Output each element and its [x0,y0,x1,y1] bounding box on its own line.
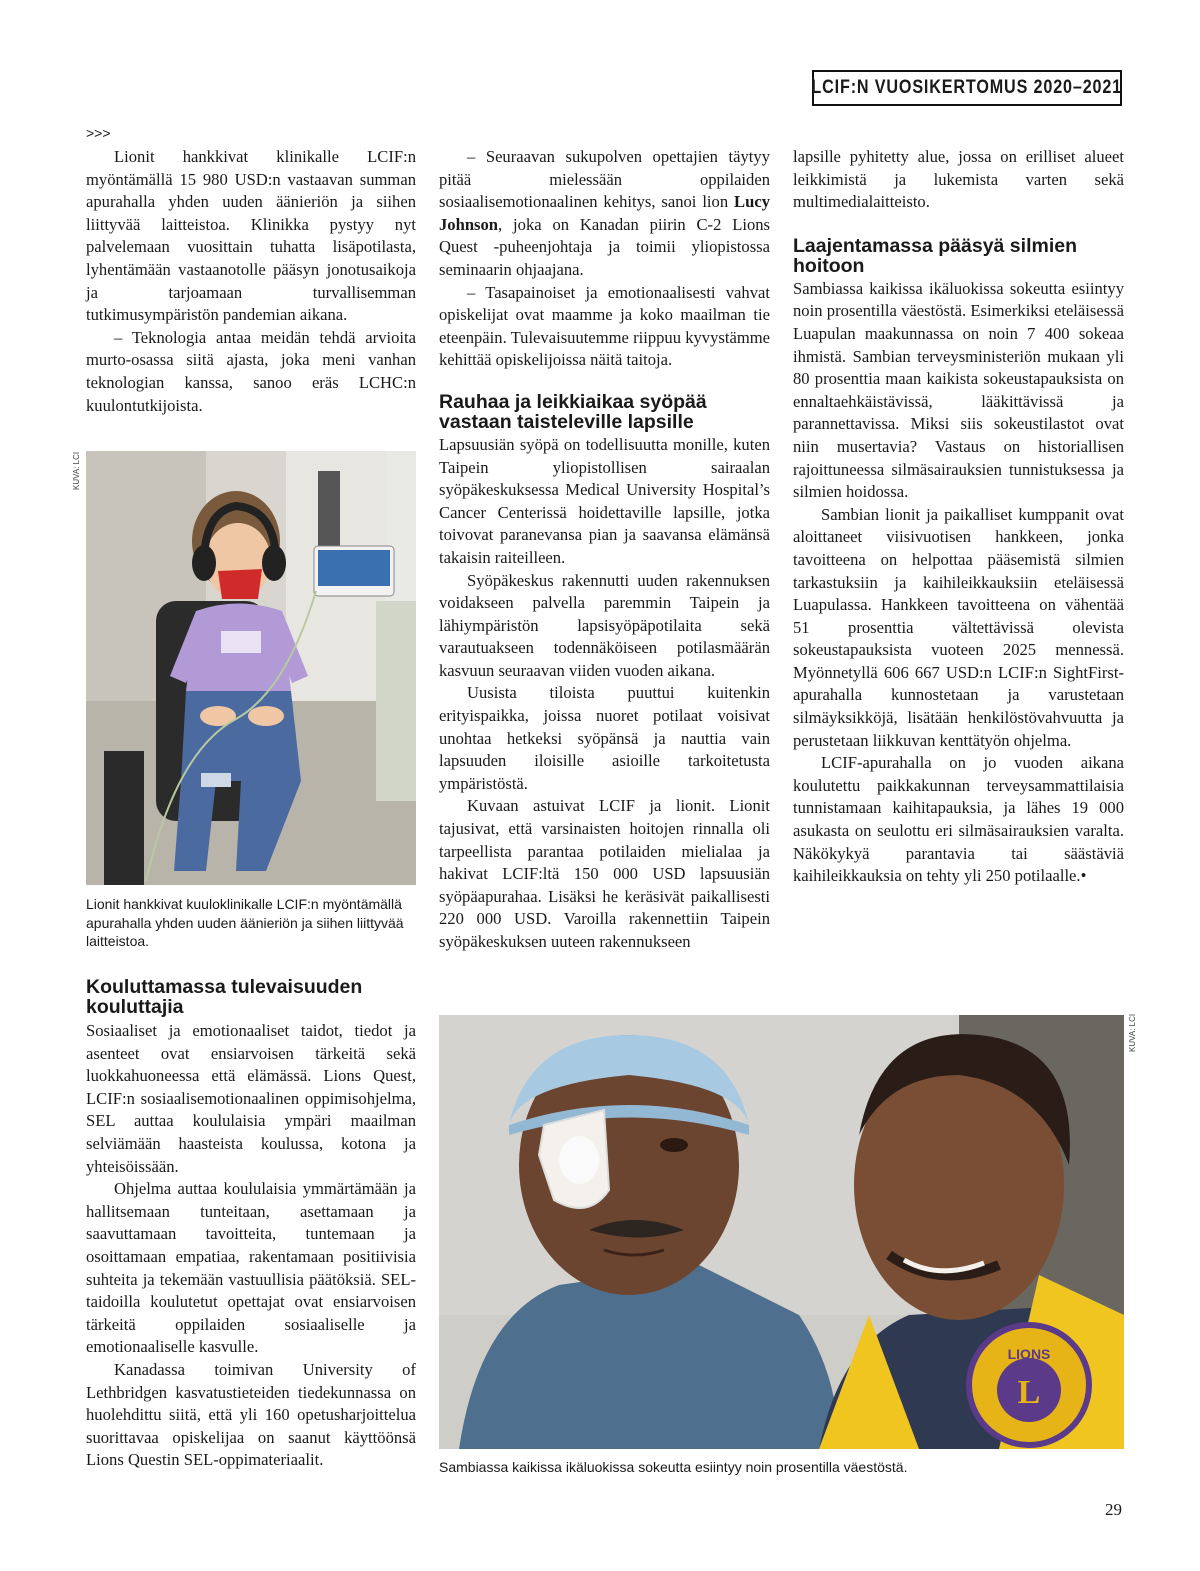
col2-paragraph: Lapsuusiän syöpä on todellisuutta monille, kuten Taipein yliopistollisen sairaalan syöpäkeskuksessa Medical University Hospital’s Cancer Centerissä hoidettaville lapsille, jotka toivovat paranevansa pian ja saavansa elämänsä takaisin raiteilleen. [439,434,770,567]
col2-text [439,146,770,954]
section-heading: Laajentamassa pääsyä silmien hoitoon [793,234,1077,277]
col1-paragraph: Kanadassa toimivan University of Lethbridgen kasvatustieteiden tiedekunnassa on huolehdittu siitä, että yli 160 opetusharjoittelua suorittavaa opiskelijaa on saanut käyttöönsä Lions Questin SEL-oppimateriaalit. [86,1359,416,1470]
col1-paragraph: Lionit hankkivat klinikalle LCIF:n myöntämällä 15 980 USD:n vastaavan summan apurahalla yhden uuden äänieriön ja siihen liittyvää laitteistoa. Klinikka pystyy nyt palvelemaan vuosittain tuhatta lisäpotilasta, lyhentämään vastaanotolle pääsyn jonotusaikoja ja tarjoamaan turvallisemman tutkimusympäristön pandemian aikana. [86,147,416,325]
col1-bottom-text [86,977,416,1472]
photo-caption: Lionit hankkivat kuuloklinikalle LCIF:n myöntämällä apurahalla yhden uuden äänieriön ja siihen liittyvää laitteistoa. [86,896,404,949]
col1-top-text [86,146,416,417]
eye-surgery-photo [439,1015,1124,1449]
lions-badge-text: LIONS [1007,1346,1051,1362]
col2-paragraph: Kuvaan astuivat LCIF ja lionit. Lionit tajusivat, että varsinaisten hoitojen rinnalla oli tarpeellista parantaa potilaiden mielialaa ja hakivat LCIF:ltä 150 000 USD lapsuusiän syöpäapurahaa. Lisäksi he keräsivät paikallisesti 220 000 USD. Varoilla rakennettiin Taipein syöpäkeskuksen uuteen rakennukseen [439,796,770,951]
section-heading: Rauhaa ja leikkiaikaa syöpää vastaan taisteleville lapsille [439,390,707,433]
paragraph-text: LCIF-apurahalla on jo vuoden aikana koulutettu paikkakunnan terveysammattilaisia tunnistamaan kaihitapauksia, ja lähes 19 000 asukasta on seulottu eri silmäsairauksien varalta. Näkökykyä parantavia tai säästäviä kaihileikkauksia on tehty yli 250 potilaalle. [793,753,1124,886]
col1-paragraph: Sosiaaliset ja emotionaaliset taidot, tiedot ja asenteet ovat ensiarvoisen tärkeitä sekä luokkahuoneessa että elämässä. Lions Quest, LCIF:n sosiaalisemotionaalinen oppimisohjelma, SEL auttaa koululaisia ympäri maailman selviämään haasteista koulussa, kotona ja yhteisöissään. [86,1021,416,1176]
report-header [812,70,1122,106]
lions-badge-letter: L [1017,1374,1041,1411]
photo-caption: Sambiassa kaikissa ikäluokissa sokeutta esiintyy noin prosentilla väestöstä. [439,1459,908,1475]
hearing-clinic-illustration [86,451,416,885]
end-mark: • [1080,866,1087,886]
continuation-mark: >>> [86,125,111,141]
col2-paragraph [439,146,770,282]
photo-credit: KUVA: LCI [72,451,81,490]
photo-credit: KUVA: LCI [1128,1013,1137,1052]
hearing-clinic-photo [86,451,416,885]
page-number: 29 [1105,1500,1122,1519]
eye-surgery-illustration [439,1015,1124,1449]
col3-paragraph: Sambian lionit ja paikalliset kumppanit ovat aloittaneet viisivuotisen hankkeen, jonka tavoitteena on helpottaa pääsemistä silmien tarkastuksiin ja kaihileikkauksiin eteläisessä Luapulassa. Hankkeen tavoitteena on vähentää 51 prosenttia vältettävissä olevista sokeustapauksista vuoteen 2025 mennessä. Myönnetyllä 606 667 USD:n LCIF:n SightFirst-apurahalla kunnostetaan ja varustetaan silmäyksikköjä, lisätään henkilöstövahvuutta ja perustetaan liikkuvan kenttätyön ohjelma. [793,504,1124,750]
col3-paragraph: Sambiassa kaikissa ikäluokissa sokeutta esiintyy noin prosentilla väestöstä. Esimerkiksi eteläisessä Luapulan maakunnassa on noin 7 400 sokeaa ihmistä. Sambian terveysministeriön mukaan yli 80 prosenttia maan kaikista sokeustapauksista on ennaltaehkäistävissä, lääkittävissä ja parannettavissa. Miksi siis sokeustilastot ovat niin musertavia? Vastaus on historiallisen rajoittuneessa silmäsairauksien tunnistuksessa ja silmien hoidossa. [793,278,1124,502]
col3-paragraph: lapsille pyhitetty alue, jossa on erilliset alueet leikkimistä ja lukemista varten sekä multimedialaitteisto. [793,147,1124,212]
col1-paragraph: – Teknologia antaa meidän tehdä arvioita murto-osassa siitä ajasta, joka meni vanhan teknologian kanssa, sanoo eräs LCHC:n kuulontutkijoista. [86,327,416,415]
speaker-name: Lucy Johnson [439,192,770,234]
col3-text [793,146,1124,888]
col2-paragraph: Syöpäkeskus rakennutti uuden rakennuksen voidakseen palvella paremmin Taipein ja lähiympäristön lapsisyöpäpotilaita sekä varautuakseen todennäköiseen potilasmäärän kasvuun seuraavan viiden vuoden aikana. [439,570,770,680]
section-heading: Kouluttamassa tulevaisuuden kouluttajia [86,976,363,1018]
quote-text: – Seuraavan sukupolven opettajien täytyy pitää mielessään oppilaiden sosiaalisemotionaalinen kehitys, sanoi lion [439,147,770,212]
col2-paragraph: Uusista tiloista puuttui kuitenkin erityispaikka, joissa nuoret potilaat voisivat unohtaa hetkeksi syöpänsä ja nauttia vain lapsuuden iloisille asioille tarkoitetusta ympäristöstä. [439,683,770,793]
col2-paragraph: – Tasapainoiset ja emotionaalisesti vahvat opiskelijat ovat maamme ja koko maailman tie eteenpäin. Tulevaisuutemme riippuu kyvystämme kehittää opiskelijoissa näitä taitoja. [439,282,770,370]
report-header-title: LCIF:N VUOSIKERTOMUS 2020–2021 [811,77,1123,98]
col1-paragraph: Ohjelma auttaa koululaisia ymmärtämään ja hallitsemaan tunteitaan, asettamaan ja saavuttamaan tavoitteita, tuntemaan ja osoittamaan empatiaa, rakentamaan positiivisia suhteita ja tekemään vastuullisia päätöksiä. SEL-taidoilla koulutetut opettajat ovat ensiarvoisen tärkeitä oppilaiden sosiaaliselle ja emotionaaliselle kasvulle. [86,1179,416,1357]
quote-text: , joka on Kanadan piirin C-2 Lions Quest -puheenjohtaja ja toimii yliopistossa seminaarin ohjaajana. [439,214,770,279]
col3-paragraph [793,752,1124,888]
